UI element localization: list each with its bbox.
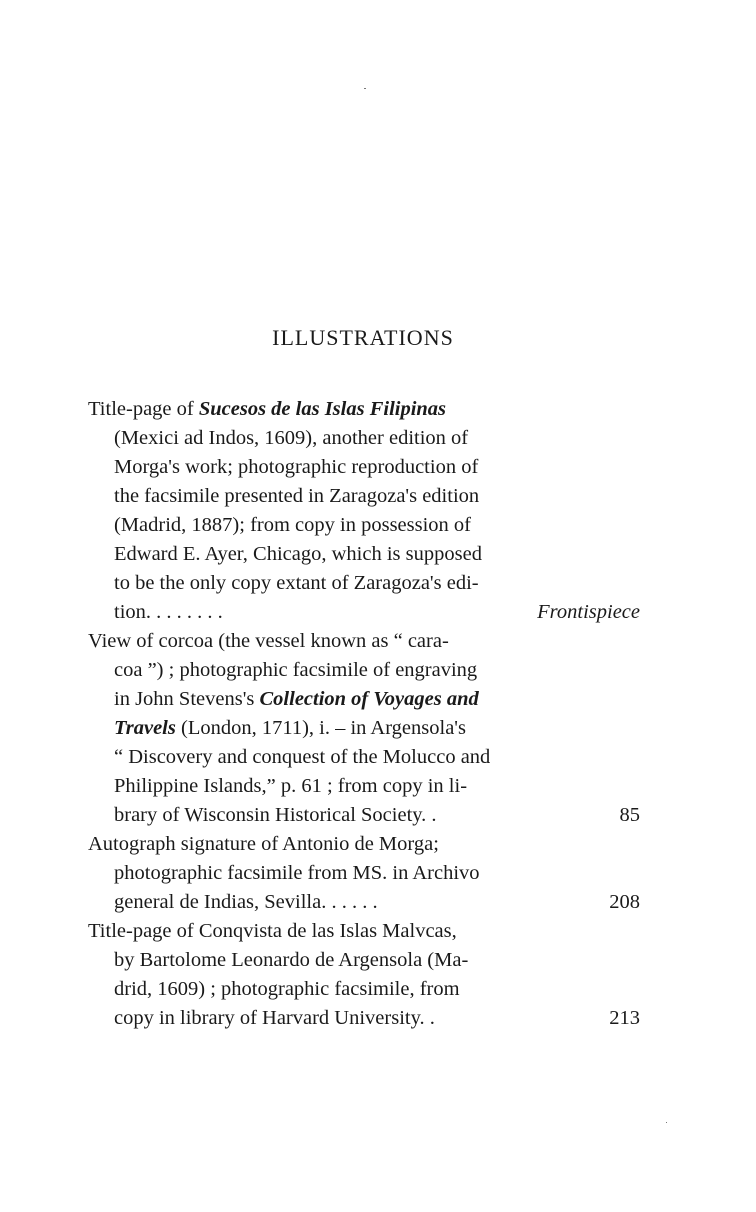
entry-line xyxy=(88,598,640,627)
entry-line-text: (London, 1711), i. – in Argensola's xyxy=(181,717,466,739)
illustrations-list xyxy=(88,395,640,1033)
entry-line: by Bartolome Leonardo de Argensola (Ma- xyxy=(114,949,469,971)
list-item-corcoa xyxy=(88,627,640,830)
entry-line: (Mexici ad Indos, 1609), another edition of xyxy=(114,427,469,449)
entry-line xyxy=(88,1004,640,1033)
list-item-frontispiece xyxy=(88,395,640,627)
book-title-cont: Travels xyxy=(114,717,176,739)
entry-line: drid, 1609) ; photographic facsimile, from xyxy=(114,978,460,1000)
entry-line: Title-page of Conqvista de las Islas Malvcas, xyxy=(88,920,457,942)
page-reference: 208 xyxy=(609,891,640,913)
entry-line xyxy=(88,395,640,424)
entry-line xyxy=(88,801,640,830)
entry-line xyxy=(88,685,640,714)
entry-line: “ Discovery and conquest of the Molucco and xyxy=(114,746,491,768)
page-reference: 213 xyxy=(609,1007,640,1029)
entry-line: photographic facsimile from MS. in Archivo xyxy=(114,862,480,884)
entry-line: coa ”) ; photographic facsimile of engraving xyxy=(114,659,478,681)
entry-line-text: brary of Wisconsin Historical Society. . xyxy=(114,804,437,826)
entry-line-text: general de Indias, Sevilla. . . . . . xyxy=(114,891,378,913)
page-reference: 85 xyxy=(619,804,640,826)
book-title: Collection of Voyages and xyxy=(259,688,479,710)
entry-line xyxy=(88,888,640,917)
entry-line-text: in John Stevens's xyxy=(114,688,255,710)
list-item-autograph xyxy=(88,830,640,917)
entry-line-text: tion. . . . . . . . xyxy=(114,601,223,623)
print-speck xyxy=(364,88,366,89)
entry-line: View of corcoa (the vessel known as “ cara- xyxy=(88,630,449,652)
entry-line: (Madrid, 1887); from copy in possession of xyxy=(114,514,471,536)
book-title: Sucesos de las Islas Filipinas xyxy=(198,398,447,420)
entry-line: Philippine Islands,” p. 61 ; from copy in li- xyxy=(114,775,468,797)
entry-line-text: copy in library of Harvard University. . xyxy=(114,1007,435,1029)
entry-line: Edward E. Ayer, Chicago, which is supposed xyxy=(114,543,482,565)
page-reference: Frontispiece xyxy=(537,601,640,623)
print-speck xyxy=(666,1122,667,1123)
entry-line: to be the only copy extant of Zaragoza's edi- xyxy=(114,572,479,594)
entry-line-text: Title-page of xyxy=(88,398,194,420)
list-item-conqvista xyxy=(88,917,640,1033)
entry-line: Morga's work; photographic reproduction of xyxy=(114,456,479,478)
page-title: ILLUSTRATIONS xyxy=(272,325,454,350)
entry-line xyxy=(88,714,640,743)
entry-line: the facsimile presented in Zaragoza's edition xyxy=(114,485,480,507)
entry-line: Autograph signature of Antonio de Morga; xyxy=(88,833,439,855)
